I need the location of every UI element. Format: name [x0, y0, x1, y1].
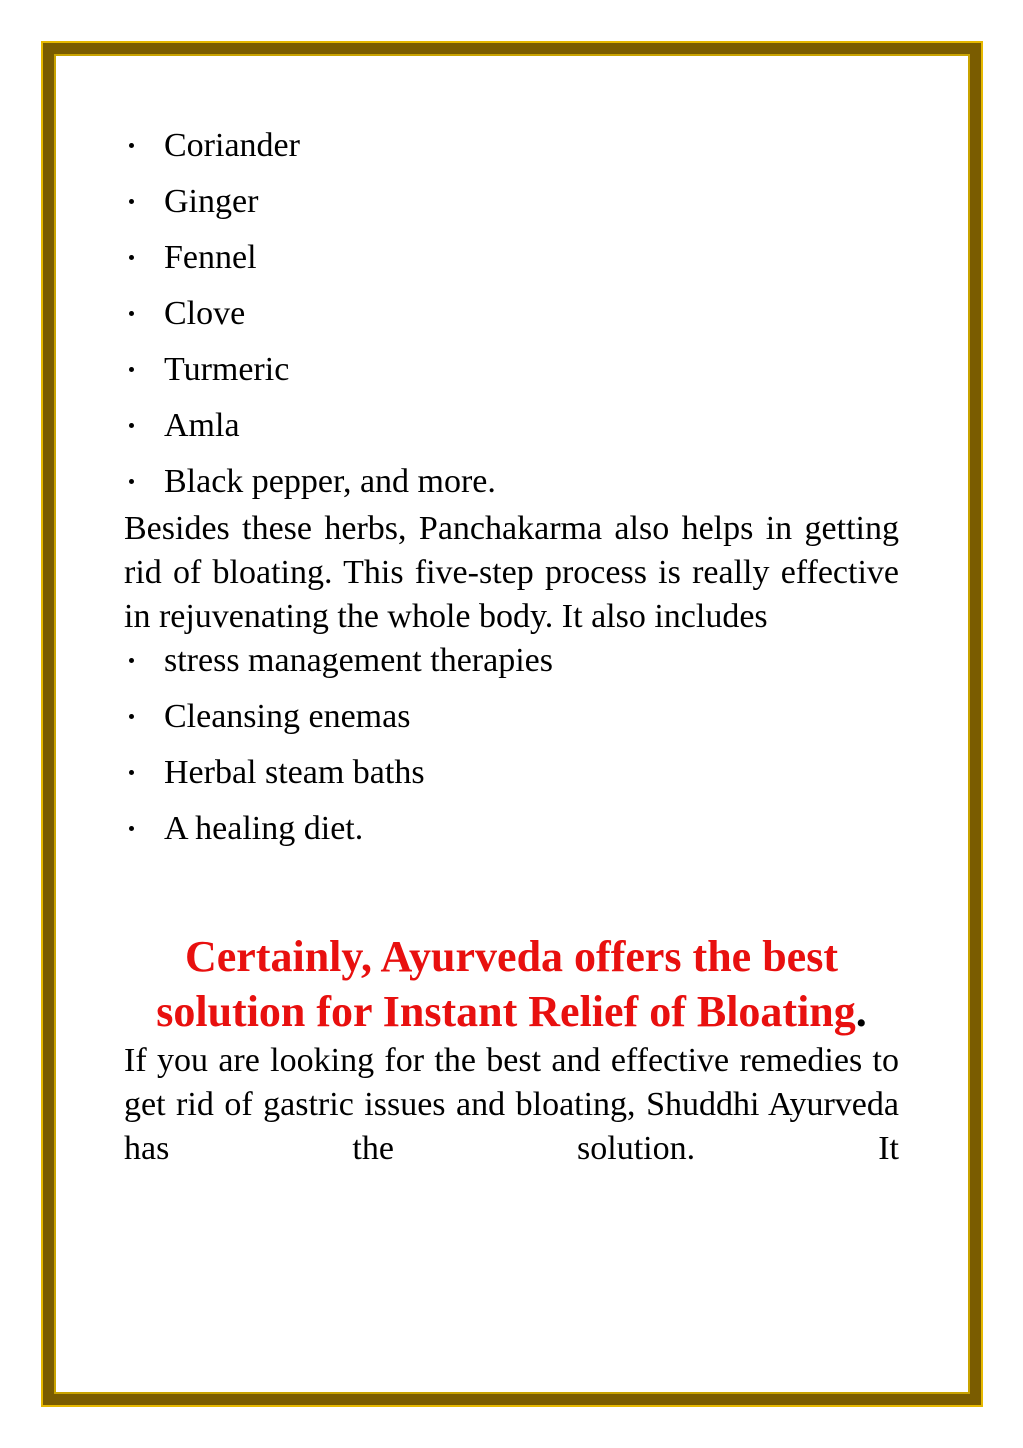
bullet-icon: [129, 479, 134, 484]
list-item-text: Ginger: [164, 183, 259, 220]
bullet-icon: [129, 255, 134, 260]
bullet-icon: [129, 770, 134, 775]
bullet-icon: [129, 714, 134, 719]
list-item: [124, 404, 899, 460]
list-item: [124, 180, 899, 236]
list-item: [124, 236, 899, 292]
document-content: [124, 124, 899, 1171]
list-item-text: Cleansing enemas: [164, 698, 411, 735]
bullet-icon: [129, 199, 134, 204]
list-item-text: Black pepper, and more.: [164, 463, 496, 500]
list-item: [124, 695, 899, 751]
list-item: [124, 292, 899, 348]
bullet-icon: [129, 658, 134, 663]
section-heading-period: .: [855, 987, 867, 1036]
list-item: [124, 807, 899, 863]
list-item-text: A healing diet.: [164, 810, 364, 847]
list-item-text: Turmeric: [164, 351, 290, 388]
section-heading: [124, 929, 899, 1039]
bullet-icon: [129, 143, 134, 148]
list-item-text: stress management therapies: [164, 642, 553, 679]
closing-paragraph: If you are looking for the best and effective remedies to get rid of gastric issues and bloating, Shuddhi Ayurveda has the solution. It: [124, 1042, 899, 1167]
bullet-icon: [129, 311, 134, 316]
list-item: [124, 460, 899, 507]
list-item: [124, 639, 899, 695]
list-item-text: Amla: [164, 407, 240, 444]
therapies-list: [124, 639, 899, 863]
list-item: [124, 751, 899, 807]
list-item-text: Fennel: [164, 239, 257, 276]
list-item: [124, 124, 899, 180]
list-item-text: Herbal steam baths: [164, 754, 425, 791]
list-item: [124, 348, 899, 404]
bullet-icon: [129, 423, 134, 428]
list-item-text: Coriander: [164, 127, 300, 164]
list-item-text: Clove: [164, 295, 246, 332]
herbs-list: [124, 124, 899, 507]
bullet-icon: [129, 826, 134, 831]
bullet-icon: [129, 367, 134, 372]
section-heading-text: Certainly, Ayurveda offers the best solution for Instant Relief of Bloating: [156, 932, 856, 1036]
panchakarma-paragraph: Besides these herbs, Panchakarma also helps in getting rid of bloating. This five-step process is really effective in rejuvenating the whole body. It also includes: [124, 510, 899, 635]
